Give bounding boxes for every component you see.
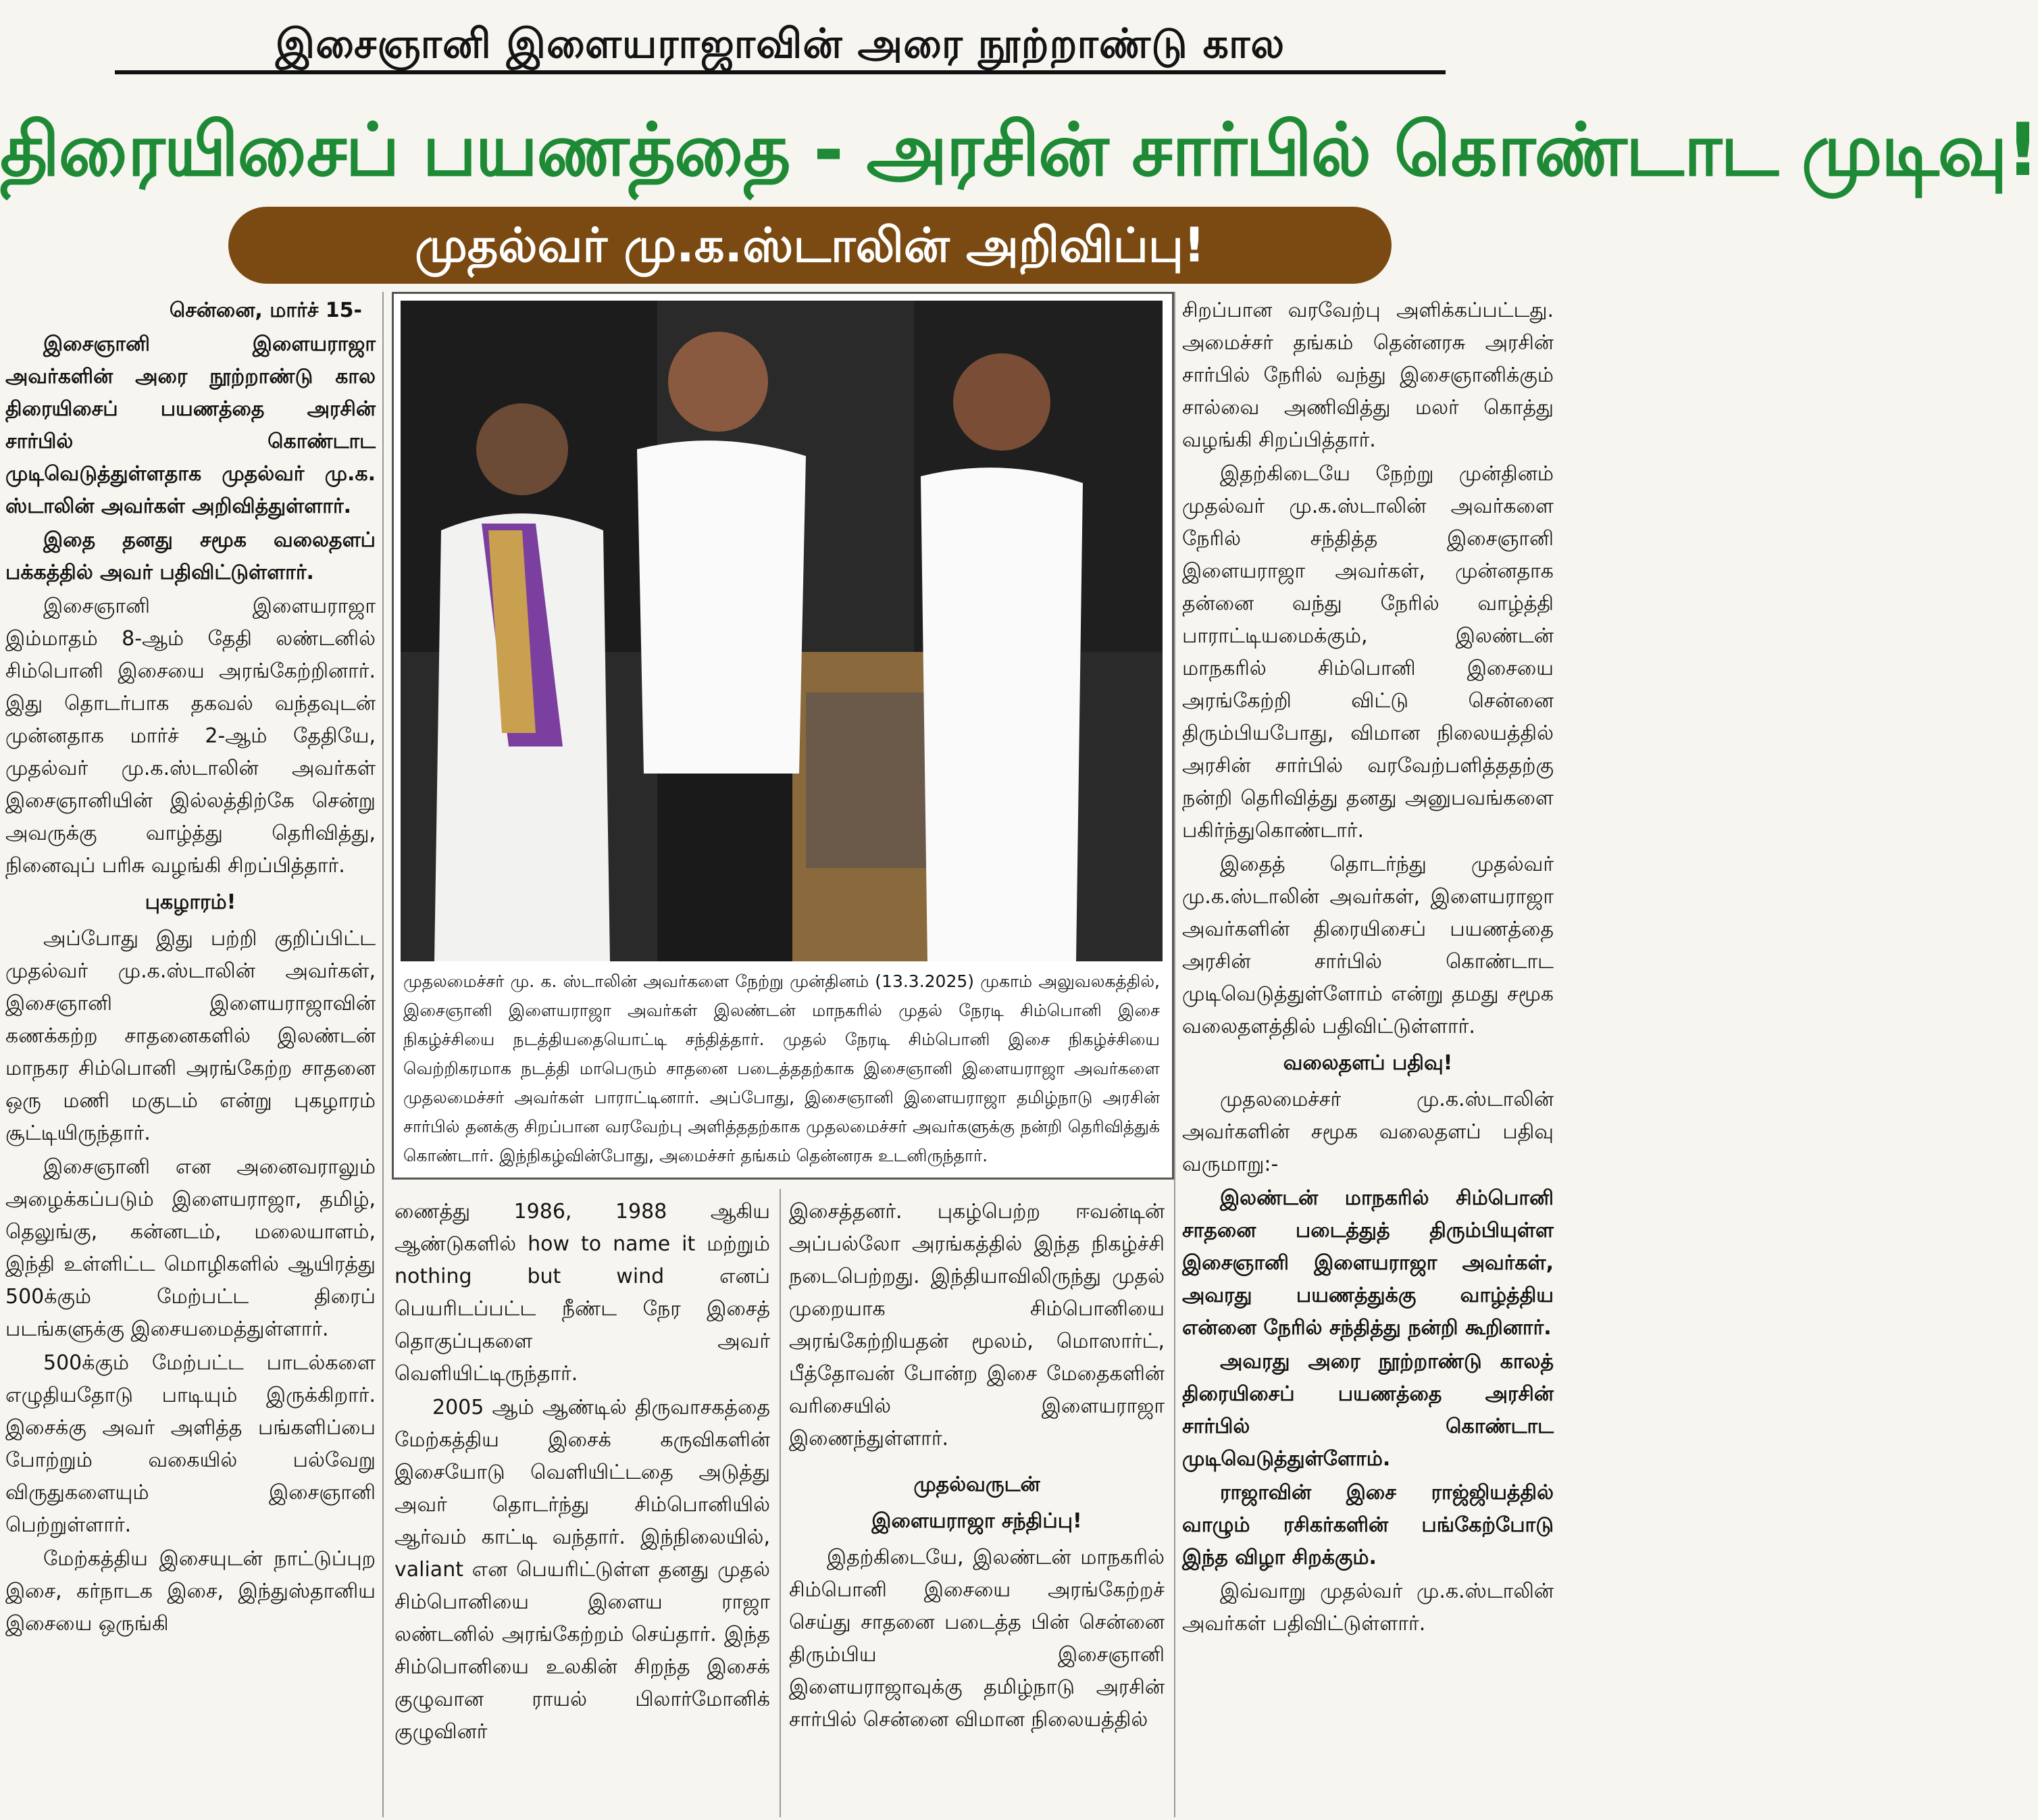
column-divider: [780, 1189, 781, 1817]
column-2: [394, 1196, 770, 1817]
headline: இசைஞானி இளையராஜாவின் அரை நூற்றாண்டு கால: [115, 18, 1446, 74]
subheadline: முதல்வர் மு.க.ஸ்டாலின் அறிவிப்பு!: [228, 207, 1392, 284]
paragraph: சிறப்பான வரவேற்பு அளிக்கப்பட்டது. அமைச்சர் தங்கம் தென்னரசு அரசின் சார்பில் நேரில் வந்து இசைஞானிக்கும் சால்வை அணிவித்து மலர் கொத்து வழங்கி சிறப்பித்தார்.: [1182, 299, 1554, 452]
paragraph: இதற்கிடையே நேற்று முன்தினம் முதல்வர் மு.க.ஸ்டாலின் அவர்களை நேரில் சந்தித்த இசைஞானி இளையராஜா அவர்கள், முன்னதாக தன்னை வந்து நேரில் வாழ்த்தி பாராட்டியமைக்கும், இலண்டன் மாநகரில் சிம்பொனி இசையை அரங்கேற்றி விட்டு சென்னை திரும்பியபோது, விமான நிலையத்தில் அரசின் சார்பில் வரவேற்பளித்ததற்கு நன்றி தெரிவித்து தனது அனுபவங்களை பகிர்ந்துகொண்டார்.: [1182, 462, 1554, 842]
paragraph: இதைத் தொடர்ந்து முதல்வர் மு.க.ஸ்டாலின் அவர்கள், இளையராஜா அவர்களின் திரையிசைப் பயணத்தை அரசின் சார்பில் கொண்டாட முடிவெடுத்துள்ளோம் என்று தமது சமூக வலைதளத்தில் பதிவிட்டுள்ளார்.: [1182, 853, 1554, 1038]
paragraph: 2005 ஆம் ஆண்டில் திருவாசகத்தை மேற்கத்திய இசைக் கருவிகளின் இசையோடு வெளியிட்டதை அடுத்து அவர் தொடர்ந்து சிம்பொனியில் ஆர்வம் காட்டி வந்தார். இந்நிலையில், valiant என பெயரிட்டுள்ள தனது முதல் சிம்பொனியை இளைய ராஜா லண்டனில் அரங்கேற்றம் செய்தார். இந்த சிம்பொனியை உலகின் சிறந்த இசைக் குழுவான ராயல் பிலார்மோனிக் குழுவினர்: [394, 1396, 770, 1744]
paragraph: ணைத்து 1986, 1988 ஆகிய ஆண்டுகளில் how to name it மற்றும் nothing but wind எனப் பெயரிடப்பட்ட நீண்ட நேர இசைத் தொகுப்புகளை அவர் வெளியிட்டிருந்தார்.: [394, 1200, 770, 1386]
banner-headline: திரையிசைப் பயணத்தை - அரசின் சார்பில் கொண்டாட முடிவு!: [0, 108, 2038, 193]
subheading: புகழாரம்!: [145, 890, 236, 914]
column-1: [5, 295, 376, 1817]
lead-paragraph: இசைஞானி இளையராஜா அவர்களின் அரை நூற்றாண்டு கால திரையிசைப் பயணத்தை அரசின் சார்பில் கொண்டாட முடிவெடுத்துள்ளதாக முதல்வர் மு.க. ஸ்டாலின் அவர்கள் அறிவித்துள்ளார்.: [5, 332, 376, 518]
subheading: முதல்வருடன்: [913, 1473, 1040, 1496]
subheading: வலைதளப் பதிவு!: [1283, 1051, 1453, 1075]
column-divider: [382, 292, 384, 1817]
paragraph: அப்போது இது பற்றி குறிப்பிட்ட முதல்வர் மு.க.ஸ்டாலின் அவர்கள், இசைஞானி இளையராஜாவின் கணக்கற்ற சாதனைகளில் இலண்டன் மாநகர சிம்பொனி அரங்கேற்ற சாதனை ஒரு மணி மகுடம் என்று புகழாரம் சூட்டியிருந்தார்.: [5, 927, 376, 1145]
paragraph: இசைஞானி இளையராஜா இம்மாதம் 8-ஆம் தேதி லண்டனில் சிம்பொனி இசையை அரங்கேற்றினார். இது தொடர்பாக தகவல் வந்தவுடன் முன்னதாக மார்ச் 2-ஆம் தேதியே, முதல்வர் மு.க.ஸ்டாலின் அவர்கள் இசைஞானியின் இல்லத்திற்கே சென்று அவருக்கு வாழ்த்து தெரிவித்து, நினைவுப் பரிசு வழங்கி சிறப்பித்தார்.: [5, 595, 376, 878]
paragraph: இசைத்தனர். புகழ்பெற்ற ஈவன்டின் அப்பல்லோ அரங்கத்தில் இந்த நிகழ்ச்சி நடைபெற்றது. இந்தியாவிலிருந்து முதல் முறையாக சிம்பொனியை அரங்கேற்றியதன் மூலம், மொஸார்ட், பீத்தோவன் போன்ற இசை மேதைகளின் வரிசையில் இளையராஜா இணைந்துள்ளார்.: [789, 1200, 1165, 1450]
column-divider: [1174, 292, 1175, 1817]
paragraph: 500க்கும் மேற்பட்ட பாடல்களை எழுதியதோடு பாடியும் இருக்கிறார். இசைக்கு அவர் அளித்த பங்களிப்பை போற்றும் வகையில் பல்வேறு விருதுகளையும் இசைஞானி பெற்றுள்ளார்.: [5, 1351, 376, 1537]
subheading-2: இளையராஜா சந்திப்பு!: [871, 1509, 1082, 1533]
paragraph: மேற்கத்திய இசையுடன் நாட்டுப்புற இசை, கர்நாடக இசை, இந்துஸ்தானிய இசையை ஒருங்கி: [5, 1547, 376, 1636]
quote: ராஜாவின் இசை ராஜ்ஜியத்தில் வாழும் ரசிகர்களின் பங்கேற்போடு இந்த விழா சிறக்கும்.: [1182, 1481, 1554, 1569]
paragraph: இவ்வாறு முதல்வர் மு.க.ஸ்டாலின் அவர்கள் பதிவிட்டுள்ளார்.: [1182, 1579, 1554, 1636]
quote: அவரது அரை நூற்றாண்டு காலத் திரையிசைப் பயணத்தை அரசின் சார்பில் கொண்டாட முடிவெடுத்துள்ளோம்.: [1182, 1350, 1554, 1471]
photo-illustration: [401, 301, 1163, 961]
news-photo: [401, 301, 1163, 961]
paragraph: முதலமைச்சர் மு.க.ஸ்டாலின் அவர்களின் சமூக வலைதளப் பதிவு வருமாறு:-: [1182, 1088, 1554, 1176]
quote: இலண்டன் மாநகரில் சிம்பொனி சாதனை படைத்துத் திரும்பியுள்ள இசைஞானி இளையராஜா அவர்கள், அவரது பயணத்துக்கு வாழ்த்திய என்னை நேரில் சந்தித்து நன்றி கூறினார்.: [1182, 1186, 1554, 1340]
dateline: சென்னை, மார்ச் 15-: [169, 299, 362, 322]
photo-box: [392, 292, 1174, 1180]
paragraph: இதற்கிடையே, இலண்டன் மாநகரில் சிம்பொனி இசையை அரங்கேற்றச் செய்து சாதனை படைத்த பின் சென்னை திரும்பிய இசைஞானி இளையராஜாவுக்கு தமிழ்நாடு அரசின் சார்பில் சென்னை விமான நிலையத்தில்: [789, 1546, 1165, 1731]
lead-paragraph-2: இதை தனது சமூக வலைதளப் பக்கத்தில் அவர் பதிவிட்டுள்ளார்.: [5, 528, 376, 584]
column-3: [789, 1196, 1165, 1817]
paragraph: இசைஞானி என அனைவராலும் அழைக்கப்படும் இளையராஜா, தமிழ், தெலுங்கு, கன்னடம், மலையாளம், இந்தி உள்ளிட்ட மொழிகளில் ஆயிரத்து 500க்கும் மேற்பட்ட திரைப் படங்களுக்கு இசையமைத்துள்ளார்.: [5, 1155, 376, 1341]
photo-caption: முதலமைச்சர் மு. க. ஸ்டாலின் அவர்களை நேற்று முன்தினம் (13.3.2025) முகாம் அலுவலகத்தில், இசைஞானி இளையராஜா அவர்கள் இலண்டன் மாநகரில் முதல் நேரடி சிம்பொனி இசை நிகழ்ச்சியை நடத்தியதையொட்டி சந்தித்தார். முதல் நேரடி சிம்பொனி இசை நிகழ்ச்சியை வெற்றிகரமாக நடத்தி மாபெரும் சாதனை படைத்ததற்காக இசைஞானி இளையராஜா அவர்களை முதலமைச்சர் அவர்கள் பாராட்டினார். அப்போது, இசைஞானி இளையராஜா தமிழ்நாடு அரசின் சார்பில் தனக்கு சிறப்பான வரவேற்பு அளித்ததற்காக முதலமைச்சர் அவர்களுக்கு நன்றி தெரிவித்துக் கொண்டார். இந்நிகழ்வின்போது, அமைச்சர் தங்கம் தென்னரசு உடனிருந்தார்.: [403, 971, 1160, 1165]
column-4: [1182, 295, 1554, 1817]
